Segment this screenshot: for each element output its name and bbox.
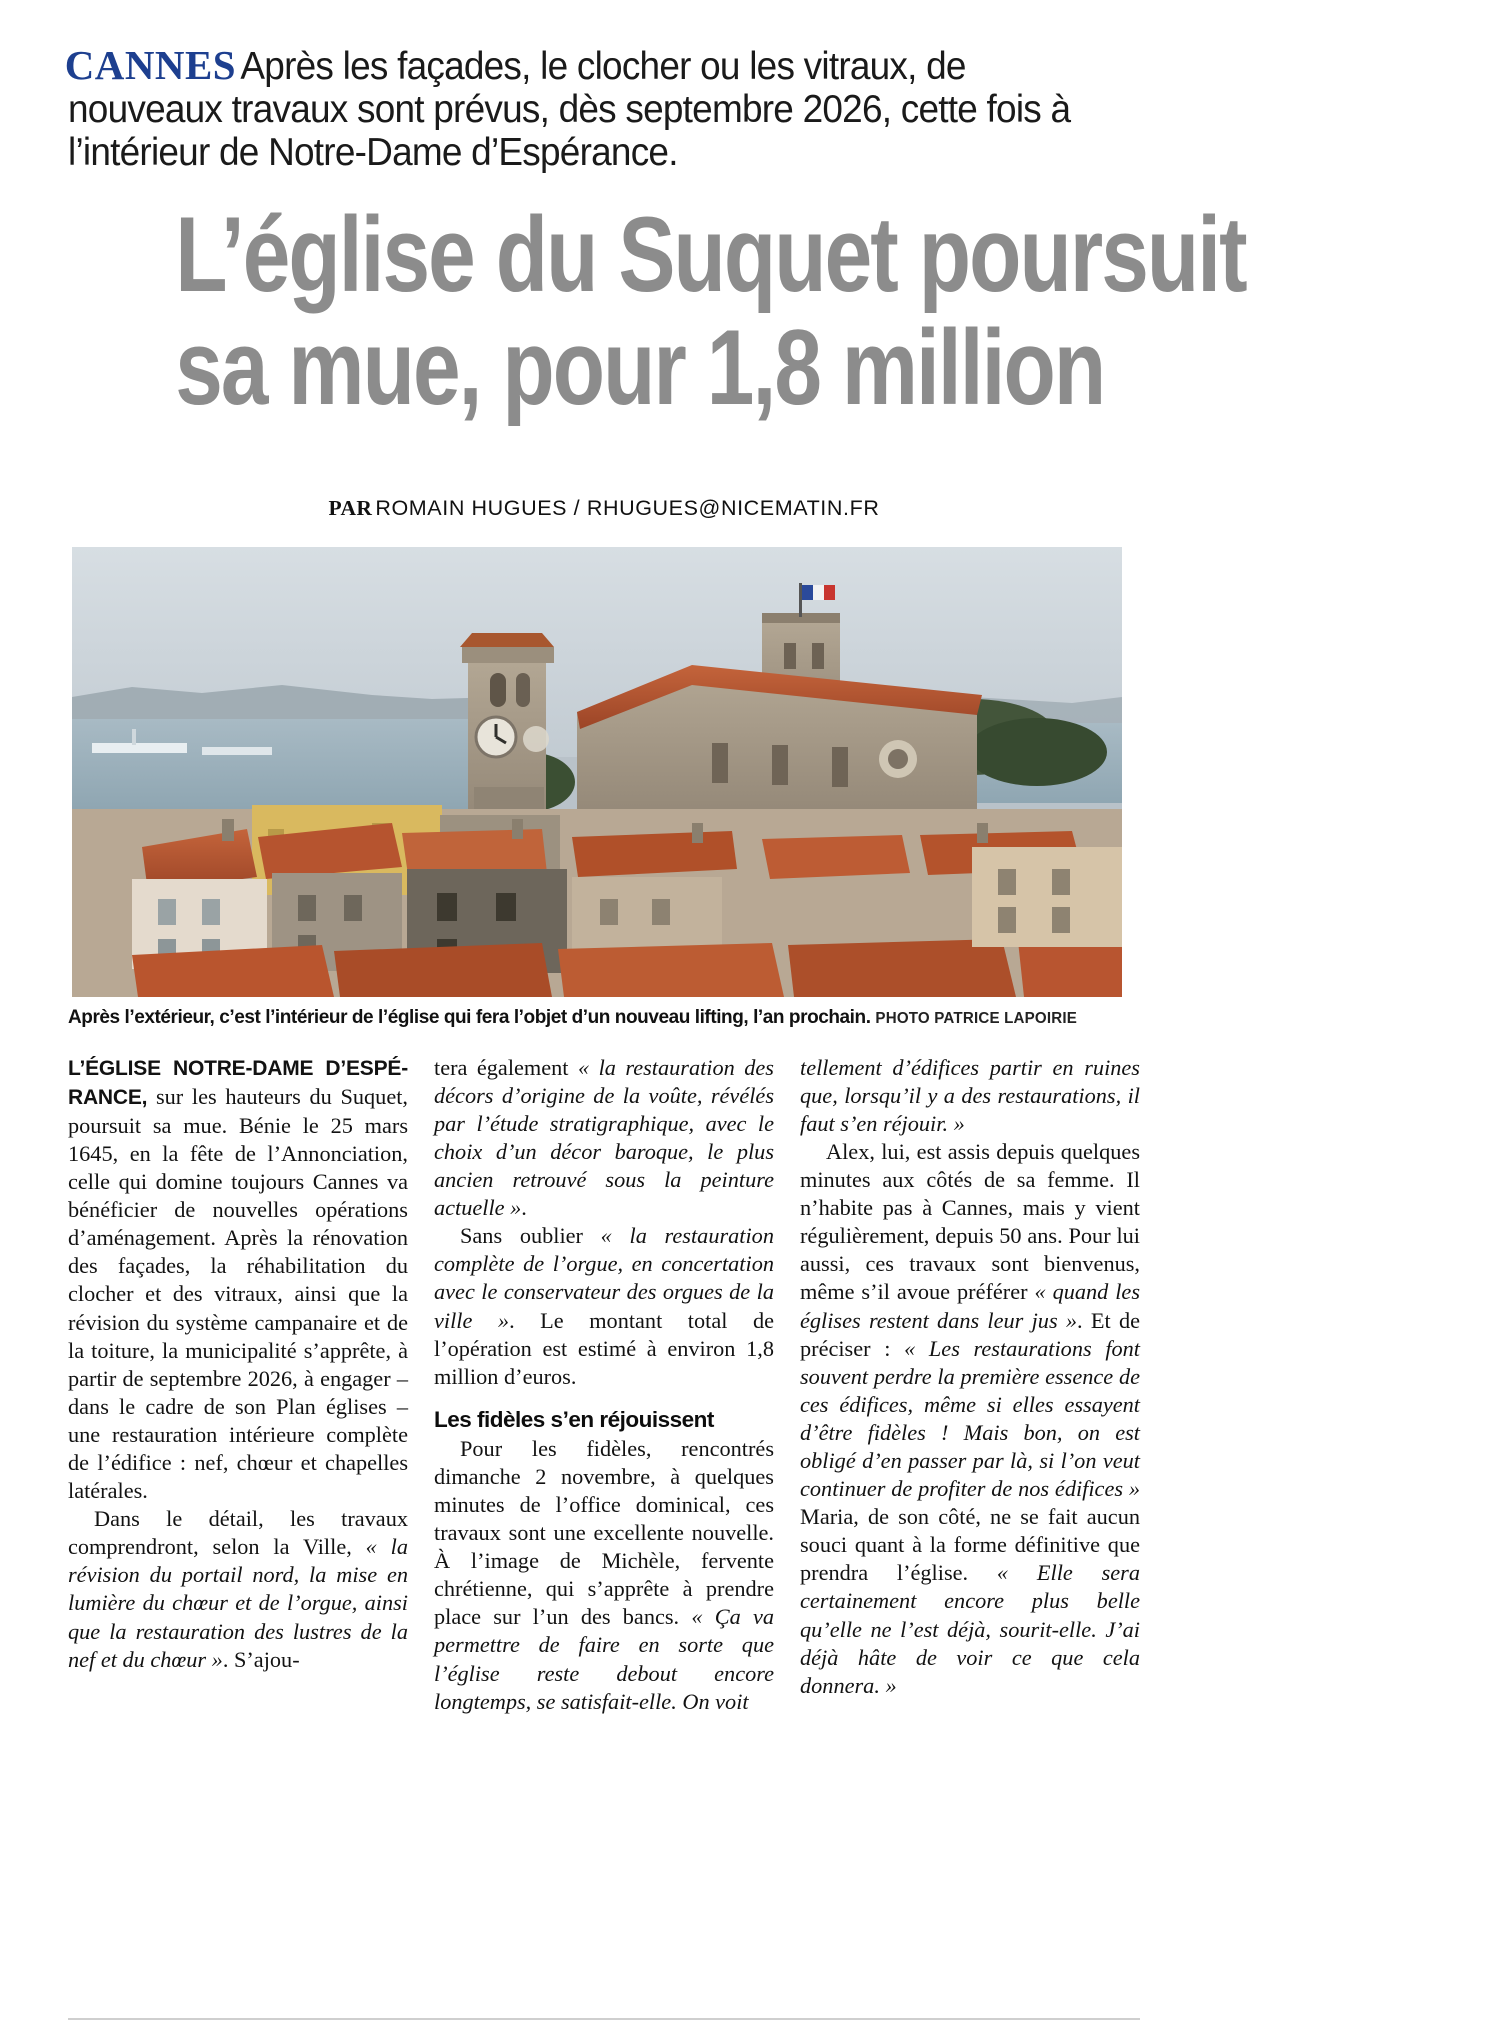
quote-text: « quand les églises restent dans leur jus » xyxy=(800,1279,1141,1333)
article-byline xyxy=(68,496,1140,521)
paragraph xyxy=(800,1054,1140,1138)
paragraph-text: . Et de préciser : xyxy=(800,1307,1140,1361)
quote-text: « la révision du portail nord, la mise en lumière du chœur et de l’orgue, ainsi que la restauration des lustres de la nef et du chœur » xyxy=(68,1534,408,1672)
byline-author-email: ROMAIN HUGUES / RHUGUES@NICEMATIN.FR xyxy=(375,495,880,520)
headline-line-2: sa mue, pour 1,8 million xyxy=(175,307,1105,427)
paragraph xyxy=(434,1435,774,1716)
paragraph-text: Maria, de son côté, ne se fait aucun souci quant à la forme définitive que prendra l’église. xyxy=(800,1504,1140,1586)
paragraph-text: sur les hauteurs du Suquet, poursuit sa mue. Bénie le 25 mars 1645, en la fête de l’Annonciation, celle qui domine toujours Cannes va bénéficier de nouvelles opérations d’aménagement. Après la rénovation des façades, la réhabilitation du clocher et des vitraux, ainsi que la révision du système campanaire et de la toiture, la municipalité s’apprête, à partir de septembre 2026, à engager – dans le cadre de son Plan églises – une restauration intérieure complète de l’édifice : nef, chœur et chapelles latérales. xyxy=(68,1083,408,1504)
paragraph xyxy=(434,1054,774,1223)
photo-credit: PHOTO PATRICE LAPOIRIE xyxy=(875,1009,1078,1027)
quote-text: « Elle sera certainement encore plus belle qu’elle ne l’est déjà, sourit-elle. J’ai déjà hâte de voir ce que cela donnera. » xyxy=(800,1560,1140,1698)
article-body xyxy=(68,1054,1140,1716)
kicker-city-label: CANNES xyxy=(64,42,237,88)
article-frame xyxy=(64,0,1246,1716)
quote-text: « Ça va permettre de faire en sorte que l’église reste debout encore longtemps, se satisfait-elle. On voit xyxy=(434,1604,774,1714)
byline-prefix: PAR xyxy=(328,495,373,520)
paragraph-text: . Le montant total de l’opération est estimé à environ 1,8 million d’euros. xyxy=(434,1307,774,1389)
article-headline xyxy=(175,194,1246,427)
paragraph-text: Pour les fidèles, rencontrés dimanche 2 novembre, à quelques minutes de l’office dominical, ces travaux sont une excellente nouvelle. À l’image de Michèle, fervente chrétienne, qui s’apprête à prendre place sur l’un des bancs. xyxy=(434,1435,774,1630)
headline-line-1: L’église du Suquet poursuit xyxy=(175,194,1246,314)
paragraph-text: Dans le détail, les travaux comprendront, selon la Ville, xyxy=(68,1506,408,1560)
photo-caption xyxy=(68,1006,1102,1030)
body-column-2 xyxy=(434,1054,774,1716)
section-subheading: Les fidèles s’en réjouissent xyxy=(434,1406,714,1432)
kicker-text: Après les façades, le clocher ou les vitraux, de nouveaux travaux sont prévus, dès septembre 2026, cette fois à l’intérieur de Notre-Dame d’Espérance. xyxy=(68,45,1071,174)
page-bottom-rule xyxy=(68,2018,1140,2020)
body-column-1 xyxy=(68,1054,408,1674)
paragraph-text: Sans oublier xyxy=(460,1223,601,1249)
paragraph-text: tera également xyxy=(434,1054,578,1080)
quote-text: « Les restaurations font souvent perdre la première essence de ces édifices, même si elles essayent d’être fidèles ! Mais bon, on est obligé d’en passer par là, si l’on veut continuer de profiter de nos édifices » xyxy=(800,1335,1141,1502)
lede-opening: L’ÉGLISE NOTRE-DAME D’ESPÉ-RANCE, xyxy=(68,1056,408,1109)
paragraph-text: . xyxy=(521,1195,527,1221)
body-column-3 xyxy=(800,1054,1140,1700)
paragraph-text: Alex, lui, est assis depuis quelques minutes aux côtés de sa femme. Il n’habite pas à Cannes, mais y vient régulièrement, depuis 50 ans. Pour lui aussi, ces travaux sont bienvenus, même s’il avoue préférer xyxy=(800,1138,1140,1305)
paragraph xyxy=(68,1505,408,1674)
quote-text: « la restauration des décors d’origine de la voûte, révélés par l’étude stratigraphique, avec le choix d’un décor baroque, le plus ancien retrouvé sous la peinture actuelle » xyxy=(434,1054,774,1221)
article-photo xyxy=(72,547,1122,997)
paragraph-text: . S’ajou- xyxy=(222,1646,300,1672)
quote-text: « la restauration complète de l’orgue, en concertation avec le conservateur des orgues de la ville » xyxy=(434,1223,774,1333)
photo-illustration xyxy=(72,547,1122,997)
paragraph xyxy=(68,1054,408,1506)
caption-text: Après l’extérieur, c’est l’intérieur de l’église qui fera l’objet d’un nouveau lifting, l’an prochain. xyxy=(68,1005,871,1028)
paragraph xyxy=(800,1138,1140,1700)
paragraph xyxy=(434,1222,774,1391)
article-kicker xyxy=(64,42,1097,174)
quote-text: tellement d’édifices partir en ruines que, lorsqu’il y a des restaurations, il faut s’en réjouir. » xyxy=(800,1054,1140,1136)
